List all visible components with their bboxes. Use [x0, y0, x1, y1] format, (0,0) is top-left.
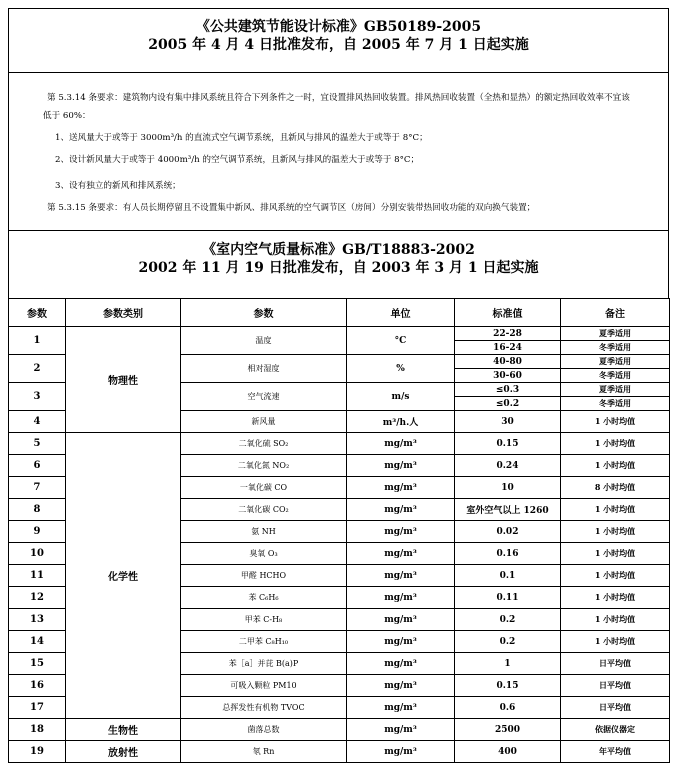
standard-value: 1	[455, 653, 561, 675]
standard-value: 30	[455, 411, 561, 433]
standard-value: ≤0.2	[455, 397, 561, 411]
standard-value: 0.16	[455, 543, 561, 565]
remark: 日平均值	[561, 697, 670, 719]
unit: mg/m³	[347, 609, 455, 631]
row-number: 6	[9, 455, 66, 477]
document-page	[8, 8, 669, 763]
unit: mg/m³	[347, 455, 455, 477]
row-number: 19	[9, 741, 66, 763]
row-number: 17	[9, 697, 66, 719]
param-name: 氡 Rn	[181, 741, 347, 763]
unit: mg/m³	[347, 719, 455, 741]
unit: mg/m³	[347, 741, 455, 763]
param-name: 新风量	[181, 411, 347, 433]
row-number: 5	[9, 433, 66, 455]
header-number: 参数	[9, 299, 66, 327]
clause-5-3-15: 第 5.3.15 条要求：有人员长期停留且不设置集中新风、排风系统的空气调节区（房间）分别安装带热回收功能的双向换气装置；	[47, 203, 536, 213]
clause-item-2: 2、设计新风量大于或等于 4000m³/h 的空气调节系统，且新风与排风的温差大于或等于 8°C；	[55, 155, 420, 165]
remark: 1 小时均值	[561, 433, 670, 455]
param-name: 苯［a］并芘 B(a)P	[181, 653, 347, 675]
header-parameter: 参数	[181, 299, 347, 327]
param-name: 氨 NH	[181, 521, 347, 543]
remark: 1 小时均值	[561, 565, 670, 587]
remark: 1 小时均值	[561, 521, 670, 543]
standard-value: 0.2	[455, 631, 561, 653]
remark: 夏季适用	[561, 383, 670, 397]
unit: mg/m³	[347, 477, 455, 499]
unit: mg/m³	[347, 499, 455, 521]
standard-value: 22-28	[455, 327, 561, 341]
header-remarks: 备注	[561, 299, 670, 327]
table-row	[9, 741, 670, 763]
unit: mg/m³	[347, 675, 455, 697]
param-name: 总挥发性有机物 TVOC	[181, 697, 347, 719]
air-quality-standard-dates: 2002 年 11 月 19 日批准发布，自 2003 年 3 月 1 日起实施	[138, 260, 539, 276]
row-number: 2	[9, 355, 66, 383]
standard-value: 0.2	[455, 609, 561, 631]
row-number: 10	[9, 543, 66, 565]
row-number: 15	[9, 653, 66, 675]
standard-value: 0.02	[455, 521, 561, 543]
table-header-row	[9, 299, 670, 327]
header-unit: 单位	[347, 299, 455, 327]
standard-value: 2500	[455, 719, 561, 741]
row-number: 16	[9, 675, 66, 697]
clause-5-3-14: 第 5.3.14 条要求：建筑物内设有集中排风系统且符合下列条件之一时，宜设置排风热回收装置。排风热回收装置（全热和显热）的额定热回收效率不宜该	[47, 93, 630, 103]
param-name: 甲醛 HCHO	[181, 565, 347, 587]
unit: mg/m³	[347, 543, 455, 565]
row-number: 14	[9, 631, 66, 653]
row-number: 18	[9, 719, 66, 741]
standard-value: 10	[455, 477, 561, 499]
unit: mg/m³	[347, 587, 455, 609]
standard-value: 16-24	[455, 341, 561, 355]
param-name: 可吸入颗粒 PM10	[181, 675, 347, 697]
row-number: 1	[9, 327, 66, 355]
remark: 夏季适用	[561, 327, 670, 341]
remark: 夏季适用	[561, 355, 670, 369]
row-number: 9	[9, 521, 66, 543]
standard-value: 0.11	[455, 587, 561, 609]
unit: mg/m³	[347, 521, 455, 543]
energy-standard-header	[8, 8, 669, 72]
standard-value: 0.6	[455, 697, 561, 719]
category-chemical: 化学性	[66, 433, 181, 719]
air-quality-standard-title: 《室内空气质量标准》GB/T18883-2002	[202, 242, 475, 258]
clause-item-3: 3、设有独立的新风和排风系统；	[55, 181, 181, 191]
remark: 依据仪器定	[561, 719, 670, 741]
unit: %	[347, 355, 455, 383]
standard-value: ≤0.3	[455, 383, 561, 397]
standard-value: 400	[455, 741, 561, 763]
table-row	[9, 327, 670, 341]
param-name: 二氧化氮 NO₂	[181, 455, 347, 477]
standard-value: 0.15	[455, 433, 561, 455]
param-name: 空气流速	[181, 383, 347, 411]
remark: 1 小时均值	[561, 587, 670, 609]
energy-standard-dates: 2005 年 4 月 4 日批准发布，自 2005 年 7 月 1 日起实施	[148, 37, 529, 53]
clause-item-1: 1、送风量大于或等于 3000m³/h 的直流式空气调节系统，且新风与排风的温差大于或等于 8°C；	[55, 133, 428, 143]
param-name: 臭氧 O₃	[181, 543, 347, 565]
standard-value: 0.15	[455, 675, 561, 697]
unit: mg/m³	[347, 631, 455, 653]
standard-value: 0.1	[455, 565, 561, 587]
unit: mg/m³	[347, 433, 455, 455]
remark: 1 小时均值	[561, 543, 670, 565]
energy-clauses	[8, 72, 669, 230]
remark: 日平均值	[561, 653, 670, 675]
row-number: 7	[9, 477, 66, 499]
energy-standard-title: 《公共建筑节能设计标准》GB50189-2005	[195, 19, 482, 35]
header-standard-value: 标准值	[455, 299, 561, 327]
standard-value: 0.24	[455, 455, 561, 477]
row-number: 12	[9, 587, 66, 609]
param-name: 甲苯 C-H₈	[181, 609, 347, 631]
param-name: 菌落总数	[181, 719, 347, 741]
unit: m/s	[347, 383, 455, 411]
remark: 1 小时均值	[561, 499, 670, 521]
header-category: 参数类别	[66, 299, 181, 327]
category-biological: 生物性	[66, 719, 181, 741]
unit: °C	[347, 327, 455, 355]
param-name: 相对湿度	[181, 355, 347, 383]
air-quality-standard-header	[8, 230, 669, 298]
standard-value: 40-80	[455, 355, 561, 369]
unit: m³/h.人	[347, 411, 455, 433]
standard-value: 室外空气以上 1260	[455, 499, 561, 521]
air-quality-table	[8, 298, 670, 763]
clause-5-3-14-continued: 低于 60%：	[43, 111, 91, 121]
remark: 冬季适用	[561, 369, 670, 383]
unit: mg/m³	[347, 653, 455, 675]
row-number: 11	[9, 565, 66, 587]
row-number: 8	[9, 499, 66, 521]
param-name: 苯 C₆H₆	[181, 587, 347, 609]
param-name: 二甲苯 C₈H₁₀	[181, 631, 347, 653]
remark: 8 小时均值	[561, 477, 670, 499]
category-physical: 物理性	[66, 327, 181, 433]
remark: 1 小时均值	[561, 609, 670, 631]
remark: 1 小时均值	[561, 631, 670, 653]
remark: 1 小时均值	[561, 411, 670, 433]
param-name: 一氧化碳 CO	[181, 477, 347, 499]
unit: mg/m³	[347, 697, 455, 719]
category-radioactive: 放射性	[66, 741, 181, 763]
unit: mg/m³	[347, 565, 455, 587]
remark: 冬季适用	[561, 341, 670, 355]
param-name: 二氧化碳 CO₂	[181, 499, 347, 521]
standard-value: 30-60	[455, 369, 561, 383]
row-number: 3	[9, 383, 66, 411]
remark: 1 小时均值	[561, 455, 670, 477]
table-row	[9, 719, 670, 741]
row-number: 4	[9, 411, 66, 433]
table-row	[9, 433, 670, 455]
param-name: 温度	[181, 327, 347, 355]
param-name: 二氧化硫 SO₂	[181, 433, 347, 455]
remark: 日平均值	[561, 675, 670, 697]
row-number: 13	[9, 609, 66, 631]
remark: 冬季适用	[561, 397, 670, 411]
remark: 年平均值	[561, 741, 670, 763]
